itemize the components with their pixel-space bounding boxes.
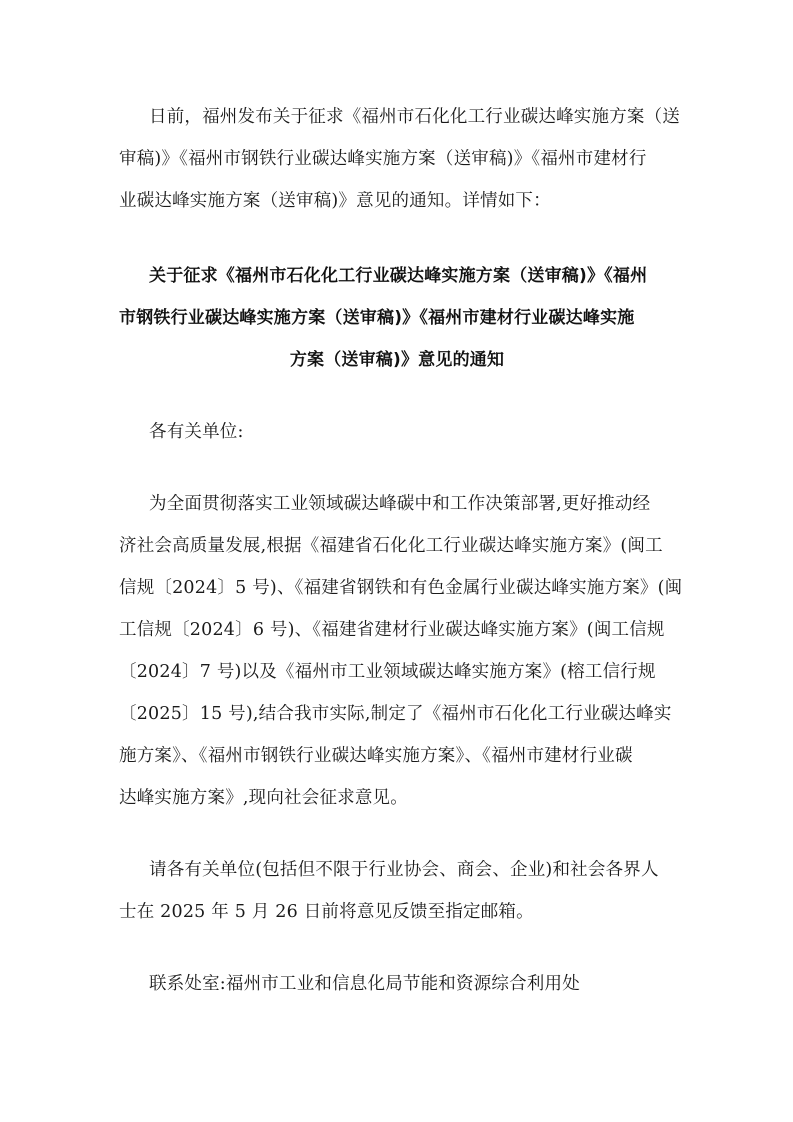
body-line: 为全面贯彻落实工业领域碳达峰碳中和工作决策部署,更好推动经	[149, 494, 651, 514]
salutation-text: 各有关单位:	[149, 422, 244, 442]
title-line: 关于征求《福州市石化化工行业碳达峰实施方案（送审稿)》《福州	[149, 266, 648, 286]
body-line: 济社会高质量发展,根据《福建省石化化工行业碳达峰实施方案》(闽工	[119, 536, 663, 556]
salutation	[119, 415, 675, 457]
body-line: 信规〔2024〕5 号)、《福建省钢铁和有色金属行业碳达峰实施方案》(闽	[119, 578, 683, 598]
body-line: 施方案》、《福州市钢铁行业碳达峰实施方案》、《福州市建材行业碳	[119, 746, 633, 766]
body-line: 达峰实施方案》,现向社会征求意见。	[119, 788, 408, 808]
body-paragraph-2	[119, 853, 675, 937]
contact-text: 联系处室:福州市工业和信息化局节能和资源综合利用处	[149, 974, 580, 994]
body-line: 士在 2025 年 5 月 26 日前将意见反馈至指定邮箱。	[119, 902, 534, 922]
body-line: 工信规〔2024〕6 号)、《福建省建材行业碳达峰实施方案》(闽工信规	[119, 620, 665, 640]
body-line: 〔2025〕15 号),结合我市实际,制定了《福州市石化化工行业碳达峰实	[119, 704, 672, 724]
contact-paragraph	[119, 967, 675, 1009]
body-paragraph-1	[119, 487, 683, 823]
notice-title	[119, 259, 675, 385]
intro-line: 业碳达峰实施方案（送审稿)》意见的通知。详情如下：	[119, 191, 551, 211]
intro-line: 日前，福州发布关于征求《福州市石化化工行业碳达峰实施方案（送	[149, 107, 680, 127]
intro-line: 审稿)》《福州市钢铁行业碳达峰实施方案（送审稿)》《福州市建材行	[119, 149, 647, 169]
title-line: 市钢铁行业碳达峰实施方案（送审稿)》《福州市建材行业碳达峰实施	[119, 308, 635, 328]
title-line: 方案（送审稿)》意见的通知	[289, 350, 505, 370]
document-page	[119, 100, 683, 1009]
body-line: 〔2024〕7 号)以及《福州市工业领域碳达峰实施方案》(榕工信行规	[119, 662, 656, 682]
intro-paragraph	[119, 100, 680, 226]
body-line: 请各有关单位(包括但不限于行业协会、商会、企业)和社会各界人	[149, 860, 659, 880]
